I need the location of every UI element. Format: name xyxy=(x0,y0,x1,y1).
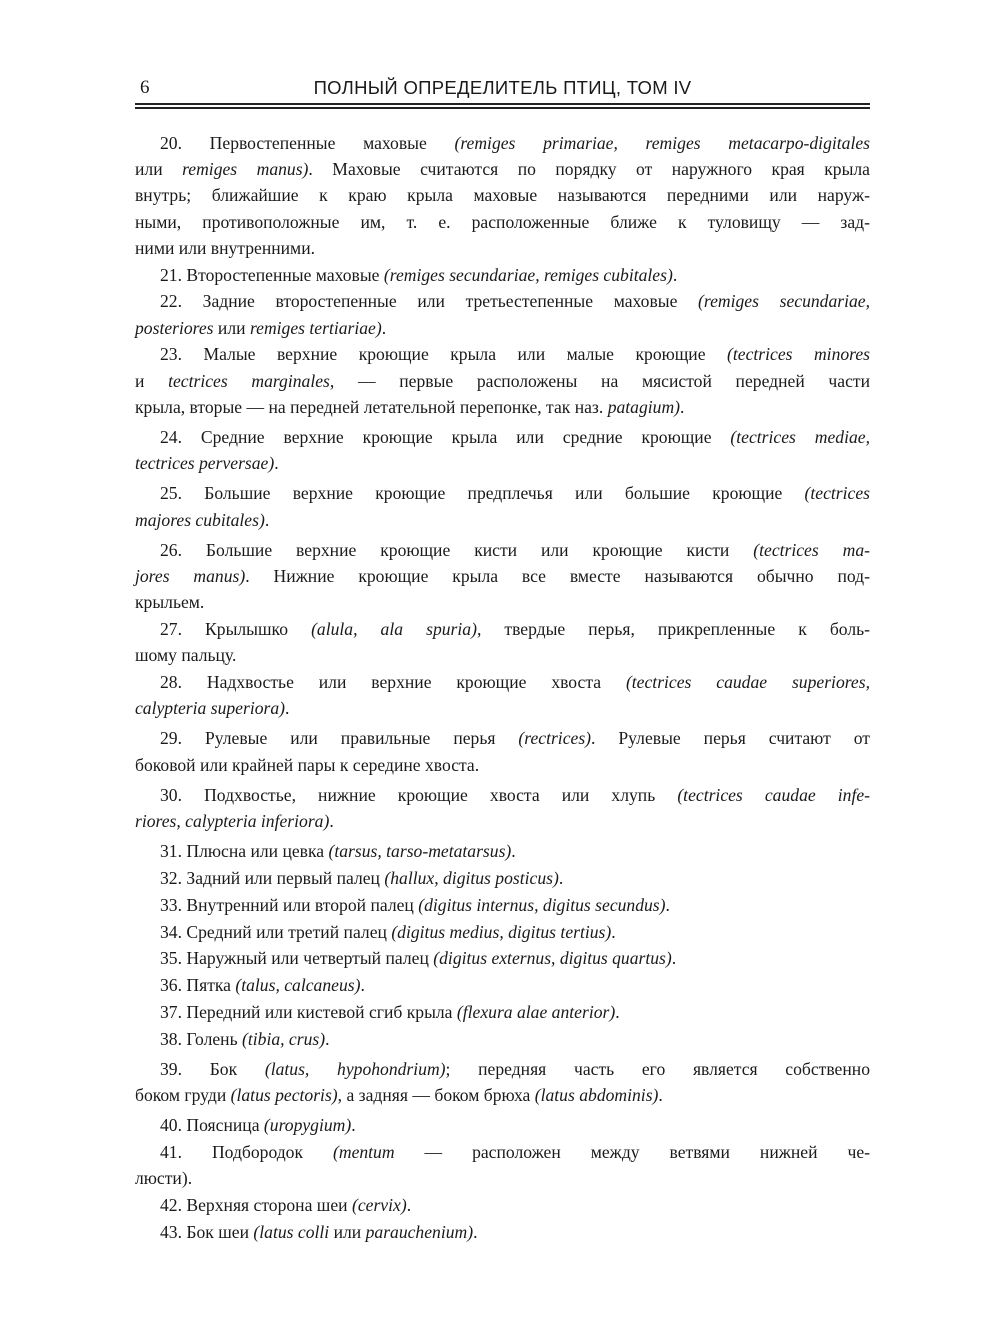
latin-term: (tibia, crus) xyxy=(242,1028,326,1049)
text-line xyxy=(135,972,870,998)
text-run: боком груди xyxy=(135,1085,231,1106)
glossary-entry xyxy=(135,972,870,998)
text-run: 33. Внутренний или второй палец xyxy=(160,894,419,915)
text-line xyxy=(135,1112,870,1138)
text-run: 37. Передний или кистевой сгиб крыла xyxy=(160,1002,457,1023)
text-run: . xyxy=(665,894,670,915)
text-run: или xyxy=(213,317,250,338)
glossary-entry xyxy=(135,865,870,891)
text-run: крыльем. xyxy=(135,592,205,613)
latin-term: remiges manus) xyxy=(182,159,309,180)
latin-term: (uropygium) xyxy=(263,1115,352,1136)
latin-term: (tarsus, tarso-metatarsus) xyxy=(328,841,512,862)
text-line xyxy=(135,394,870,420)
text-line xyxy=(135,537,870,563)
latin-term: (flexura alae anterior) xyxy=(456,1002,616,1023)
text-run: . xyxy=(274,453,279,474)
text-line xyxy=(135,999,870,1025)
text-line xyxy=(135,315,870,341)
text-run: . xyxy=(611,921,616,942)
glossary-entry xyxy=(135,1192,870,1218)
latin-term: (latus pectoris) xyxy=(230,1085,338,1106)
latin-term: (tectrices mediae, xyxy=(730,427,870,448)
text-run: 24. Средние верхние кроющие крыла или средние кроющие xyxy=(160,427,731,448)
text-line xyxy=(135,838,870,864)
text-line xyxy=(135,616,870,642)
text-run: 22. Задние второстепенные или третьестепенные маховые xyxy=(160,291,699,312)
latin-term: (remiges secundariae, remiges cubitales) xyxy=(383,264,673,285)
text-line xyxy=(135,1082,870,1108)
text-line xyxy=(135,209,870,235)
text-run: . xyxy=(329,811,334,832)
text-line xyxy=(135,1056,870,1082)
text-line xyxy=(135,919,870,945)
text-line xyxy=(135,507,870,533)
text-run: . xyxy=(406,1195,412,1216)
text-run: 26. Большие верхние кроющие кисти или кроющие кисти xyxy=(160,539,754,560)
latin-term: (remiges secundariae, xyxy=(698,291,871,312)
text-run: , — первые расположены на мясистой передней части xyxy=(329,370,870,391)
latin-term: remiges tertiariae) xyxy=(249,317,382,338)
text-run: . xyxy=(264,509,270,530)
latin-term: (rectrices) xyxy=(518,728,592,749)
latin-term: (hallux, digitus posticus) xyxy=(384,868,559,889)
glossary-entry xyxy=(135,1026,870,1052)
latin-term: (tectrices minores xyxy=(727,344,871,365)
text-run: 27. Крылышко xyxy=(160,619,312,640)
latin-term: parauchenium) xyxy=(365,1222,474,1243)
text-run: 38. Голень xyxy=(160,1028,243,1049)
latin-term: posteriores xyxy=(135,317,214,338)
glossary-entry xyxy=(135,782,870,834)
glossary-entry xyxy=(135,945,870,971)
latin-term: (latus colli xyxy=(253,1222,330,1243)
text-run: 35. Наружный или четвертый палец xyxy=(160,948,434,969)
text-run: . xyxy=(381,317,387,338)
text-line xyxy=(135,695,870,721)
text-run: . xyxy=(658,1085,663,1106)
text-run: . xyxy=(672,264,678,285)
text-line xyxy=(135,945,870,971)
text-run: крыла, вторые — на передней летательной перепонке, так наз. xyxy=(135,396,608,417)
text-run: 39. Бок xyxy=(160,1059,265,1080)
text-run: — расположен между ветвями нижней че- xyxy=(394,1142,870,1163)
text-line xyxy=(135,288,870,314)
glossary-entry xyxy=(135,999,870,1025)
page-body xyxy=(135,130,870,1246)
text-line xyxy=(135,865,870,891)
text-run: , твердые перья, прикрепленные к боль- xyxy=(476,619,870,640)
text-run: . xyxy=(511,841,516,862)
text-run: . xyxy=(473,1222,478,1243)
glossary-entry xyxy=(135,1219,870,1245)
text-run: или xyxy=(135,159,183,180)
glossary-entry xyxy=(135,669,870,721)
text-line xyxy=(135,892,870,918)
text-run: , а задняя — боком брюха xyxy=(337,1085,535,1106)
text-run: 42. Верхняя сторона шеи xyxy=(160,1195,352,1216)
text-run: 28. Надхвостье или верхние кроющие хвоста xyxy=(160,672,626,693)
text-run: ; передняя часть его является собственно xyxy=(445,1059,870,1080)
glossary-entry xyxy=(135,725,870,777)
text-run: . xyxy=(360,975,365,996)
glossary-entry xyxy=(135,892,870,918)
text-line xyxy=(135,424,870,450)
glossary-entry xyxy=(135,1139,870,1191)
latin-term: (tectrices xyxy=(804,483,870,504)
latin-term: (digitus externus, digitus quartus) xyxy=(433,948,672,969)
text-line xyxy=(135,752,870,778)
latin-term: (cervix) xyxy=(351,1195,407,1216)
text-line xyxy=(135,182,870,208)
text-run: . xyxy=(351,1115,356,1136)
glossary-entry xyxy=(135,288,870,340)
latin-term: (tectrices caudae infe- xyxy=(677,784,870,805)
text-run: . xyxy=(558,868,564,889)
text-line xyxy=(135,130,870,156)
text-run: . xyxy=(615,1002,620,1023)
latin-term: calypteria superiora) xyxy=(135,698,286,719)
text-line xyxy=(135,782,870,808)
latin-term: (tectrices ma- xyxy=(753,539,870,560)
text-line xyxy=(135,1139,870,1165)
text-run: 23. Малые верхние кроющие крыла или малые кроющие xyxy=(160,344,728,365)
text-run: 43. Бок шеи xyxy=(160,1222,254,1243)
text-line xyxy=(135,368,870,394)
text-run: 25. Большие верхние кроющие предплечья или большие кроющие xyxy=(160,483,805,504)
text-run: и xyxy=(135,370,169,391)
glossary-entry xyxy=(135,1056,870,1108)
latin-term: jores manus) xyxy=(135,566,246,587)
text-run: 30. Подхвостье, нижние кроющие хвоста или хлупь xyxy=(160,784,678,805)
latin-term: riores, calypteria inferiora) xyxy=(135,811,330,832)
text-line xyxy=(135,808,870,834)
page-number: 6 xyxy=(140,77,150,98)
text-line xyxy=(135,642,870,668)
glossary-entry xyxy=(135,480,870,532)
text-line xyxy=(135,235,870,261)
text-line xyxy=(135,1165,870,1191)
latin-term: (alula, ala spuria) xyxy=(311,619,477,640)
latin-term: (latus abdominis) xyxy=(534,1085,659,1106)
text-run: 41. Подбородок xyxy=(160,1142,333,1163)
text-run: 31. Плюсна или цевка xyxy=(160,841,329,862)
text-run: . Нижние кроющие крыла все вместе называются обычно под- xyxy=(245,566,870,587)
text-run: . xyxy=(680,396,685,417)
text-run: ними или внутренними. xyxy=(135,237,316,258)
text-line xyxy=(135,156,870,182)
text-run: люсти). xyxy=(135,1168,193,1189)
glossary-entry xyxy=(135,919,870,945)
latin-term: (remiges primariae, remiges metacarpo-digitales xyxy=(454,133,870,153)
text-line xyxy=(135,480,870,506)
latin-term: (latus, hypohondrium) xyxy=(264,1059,446,1080)
glossary-entry xyxy=(135,341,870,420)
text-run: шому пальцу. xyxy=(135,645,237,666)
latin-term: (mentum xyxy=(333,1142,395,1163)
glossary-entry xyxy=(135,130,870,261)
text-line xyxy=(135,450,870,476)
text-line xyxy=(135,1219,870,1245)
text-run: 29. Рулевые или правильные перья xyxy=(160,728,519,749)
text-line xyxy=(135,563,870,589)
text-run: . xyxy=(671,948,677,969)
text-run: 36. Пятка xyxy=(160,975,236,996)
text-run: боковой или крайней пары к середине хвоста. xyxy=(135,754,480,775)
text-run: ными, противоположные им, т. е. расположенные ближе к туловищу — зад- xyxy=(135,211,870,232)
text-line xyxy=(135,725,870,751)
text-run: 40. Поясница xyxy=(160,1115,264,1136)
text-line xyxy=(135,669,870,695)
running-title: ПОЛНЫЙ ОПРЕДЕЛИТЕЛЬ ПТИЦ, ТОМ IV xyxy=(313,77,692,98)
glossary-entry xyxy=(135,262,870,288)
text-run: . xyxy=(325,1028,330,1049)
running-header xyxy=(135,74,870,104)
latin-term: patagium) xyxy=(607,396,681,417)
latin-term: (digitus internus, digitus secundus) xyxy=(418,894,666,915)
text-line xyxy=(135,589,870,615)
latin-term: tectrices perversae) xyxy=(135,453,275,474)
text-run: 32. Задний или первый палец xyxy=(160,868,385,889)
latin-term: (digitus medius, digitus tertius) xyxy=(391,921,612,942)
glossary-entry xyxy=(135,838,870,864)
header-rule xyxy=(135,107,870,109)
text-run: или xyxy=(329,1222,366,1243)
text-run: 21. Второстепенные маховые xyxy=(160,264,384,285)
text-line xyxy=(135,1026,870,1052)
latin-term: majores cubitales) xyxy=(135,509,265,530)
latin-term: (tectrices caudae superiores, xyxy=(625,672,870,693)
text-line xyxy=(135,341,870,367)
text-run: . Рулевые перья считают от xyxy=(591,728,870,749)
header-rule xyxy=(135,103,870,105)
latin-term: tectrices marginales xyxy=(168,370,330,391)
glossary-entry xyxy=(135,616,870,668)
text-run: внутрь; ближайшие к краю крыла маховые называются передними или наруж- xyxy=(135,185,870,206)
text-run: . xyxy=(285,698,290,719)
text-run: 20. Первостепенные маховые xyxy=(160,133,455,153)
text-line xyxy=(135,262,870,288)
text-run: 34. Средний или третий палец xyxy=(160,921,392,942)
text-run: . Маховые считаются по порядку от наружного края крыла xyxy=(308,159,870,180)
glossary-entry xyxy=(135,424,870,476)
latin-term: (talus, calcaneus) xyxy=(235,975,361,996)
text-line xyxy=(135,1192,870,1218)
glossary-entry xyxy=(135,1112,870,1138)
glossary-entry xyxy=(135,537,870,616)
